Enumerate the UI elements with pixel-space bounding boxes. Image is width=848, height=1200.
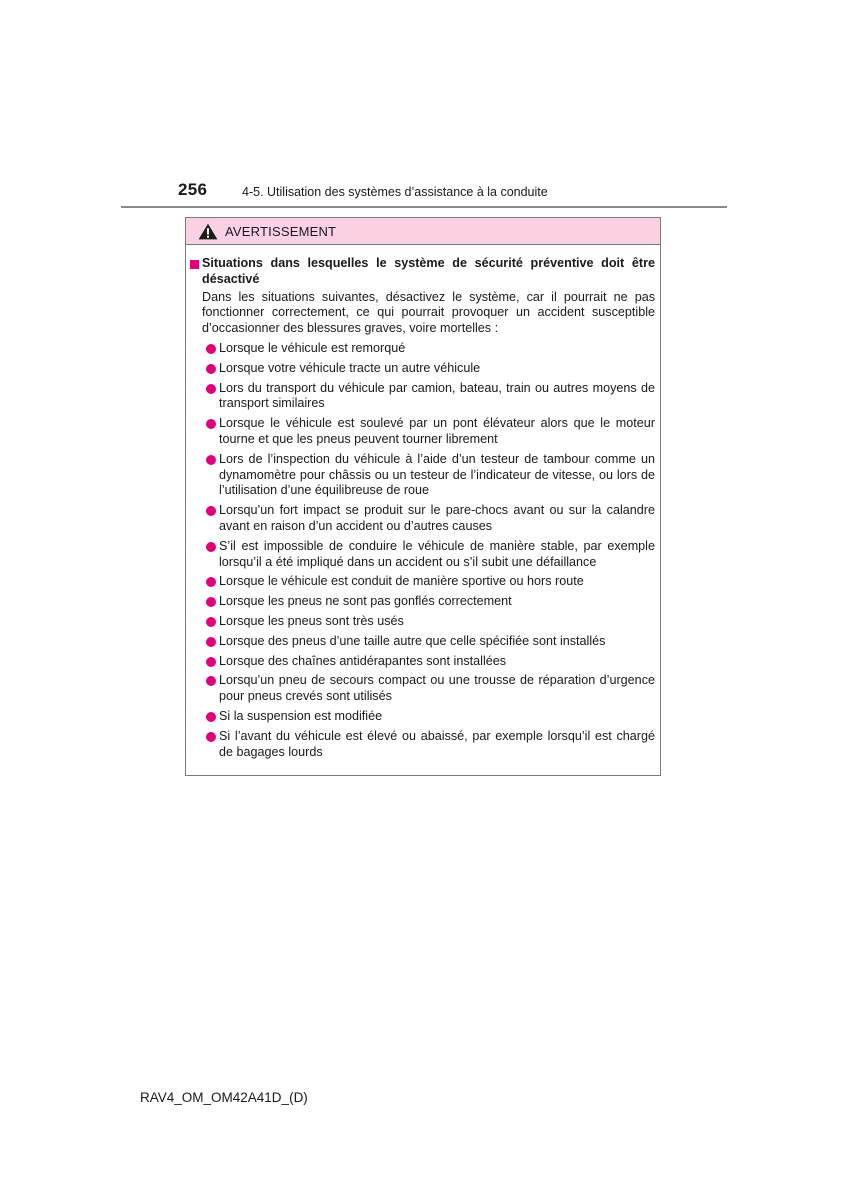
list-item-text: S’il est impossible de conduire le véhicule de manière stable, par exemple lorsqu’il a été impliqué dans un accident ou s’il subit une défaillance bbox=[219, 538, 655, 569]
list-item-text: Lorsqu’un pneu de secours compact ou une trousse de réparation d’urgence pour pneus crevés sont utilisés bbox=[219, 673, 655, 704]
circle-bullet-icon bbox=[206, 732, 216, 742]
list-item-text: Lorsque les pneus sont très usés bbox=[219, 613, 404, 628]
circle-bullet-icon bbox=[206, 384, 216, 394]
list-item-text: Lorsque votre véhicule tracte un autre véhicule bbox=[219, 360, 481, 375]
section-title: 4-5. Utilisation des systèmes d’assistance à la conduite bbox=[242, 185, 548, 199]
list-item-text: Lors du transport du véhicule par camion, bateau, train ou autres moyens de transport similaires bbox=[219, 380, 655, 411]
circle-bullet-icon bbox=[206, 637, 216, 647]
list-item bbox=[190, 539, 655, 571]
list-item-text: Lorsque des pneus d’une taille autre que celle spécifiée sont installés bbox=[219, 633, 606, 648]
circle-bullet-icon bbox=[206, 577, 216, 587]
circle-bullet-icon bbox=[206, 597, 216, 607]
list-item bbox=[190, 729, 655, 761]
list-item bbox=[190, 574, 655, 590]
circle-bullet-icon bbox=[206, 712, 216, 722]
list-item bbox=[190, 381, 655, 413]
list-item bbox=[190, 416, 655, 448]
list-item-text: Si la suspension est modifiée bbox=[219, 708, 383, 723]
list-item bbox=[190, 614, 655, 630]
list-item-text: Lorsque le véhicule est conduit de manière sportive ou hors route bbox=[219, 574, 584, 589]
circle-bullet-icon bbox=[206, 344, 216, 354]
list-item bbox=[190, 709, 655, 725]
warning-box bbox=[185, 217, 661, 776]
page-number: 256 bbox=[178, 180, 208, 199]
list-item bbox=[190, 634, 655, 650]
warning-triangle-icon bbox=[198, 223, 218, 240]
list-item-text: Lors de l’inspection du véhicule à l’aide d’un testeur de tambour comme un dynamomètre pour châssis ou un testeur de l’indicateur de vitesse, ou lors de l’utilisation d’une équilibreuse de roue bbox=[219, 451, 655, 498]
circle-bullet-icon bbox=[206, 455, 216, 465]
circle-bullet-icon bbox=[206, 676, 216, 686]
footer-code: RAV4_OM_OM42A41D_(D) bbox=[140, 1090, 308, 1105]
list-item bbox=[190, 673, 655, 705]
warning-intro: Dans les situations suivantes, désactivez le système, car il pourrait ne pas fonctionner correctement, ce qui pourrait provoquer un accident susceptible d’occasionner des blessures graves, voire mortelles : bbox=[202, 289, 655, 336]
list-item bbox=[190, 594, 655, 610]
list-item-text: Lorsqu’un fort impact se produit sur le pare-chocs avant ou sur la calandre avant en raison d’un accident ou d’autres causes bbox=[219, 503, 655, 533]
list-item-text: Lorsque le véhicule est remorqué bbox=[219, 340, 406, 355]
square-bullet-icon bbox=[190, 260, 199, 269]
list-item bbox=[190, 341, 655, 357]
warning-header bbox=[186, 218, 660, 245]
list-item-text: Si l’avant du véhicule est élevé ou abaissé, par exemple lorsqu’il est chargé de bagages lourds bbox=[219, 728, 655, 759]
circle-bullet-icon bbox=[206, 364, 216, 374]
list-item-text: Lorsque les pneus ne sont pas gonflés correctement bbox=[219, 594, 512, 609]
circle-bullet-icon bbox=[206, 542, 216, 552]
circle-bullet-icon bbox=[206, 506, 216, 516]
circle-bullet-icon bbox=[206, 617, 216, 627]
header-divider bbox=[121, 206, 727, 208]
warning-title: AVERTISSEMENT bbox=[225, 223, 337, 239]
warning-subheading-text: Situations dans lesquelles le système de sécurité préventive doit être désactivé bbox=[202, 256, 655, 286]
list-item-text: Lorsque des chaînes antidérapantes sont installées bbox=[219, 653, 507, 668]
warning-list bbox=[190, 341, 655, 760]
warning-subheading bbox=[190, 256, 655, 288]
circle-bullet-icon bbox=[206, 657, 216, 667]
list-item bbox=[190, 361, 655, 377]
list-item bbox=[190, 452, 655, 499]
list-item bbox=[190, 654, 655, 670]
warning-content bbox=[186, 245, 660, 760]
circle-bullet-icon bbox=[206, 419, 216, 429]
list-item-text: Lorsque le véhicule est soulevé par un pont élévateur alors que le moteur tourne et que les pneus peuvent tourner librement bbox=[219, 416, 655, 446]
list-item bbox=[190, 503, 655, 535]
